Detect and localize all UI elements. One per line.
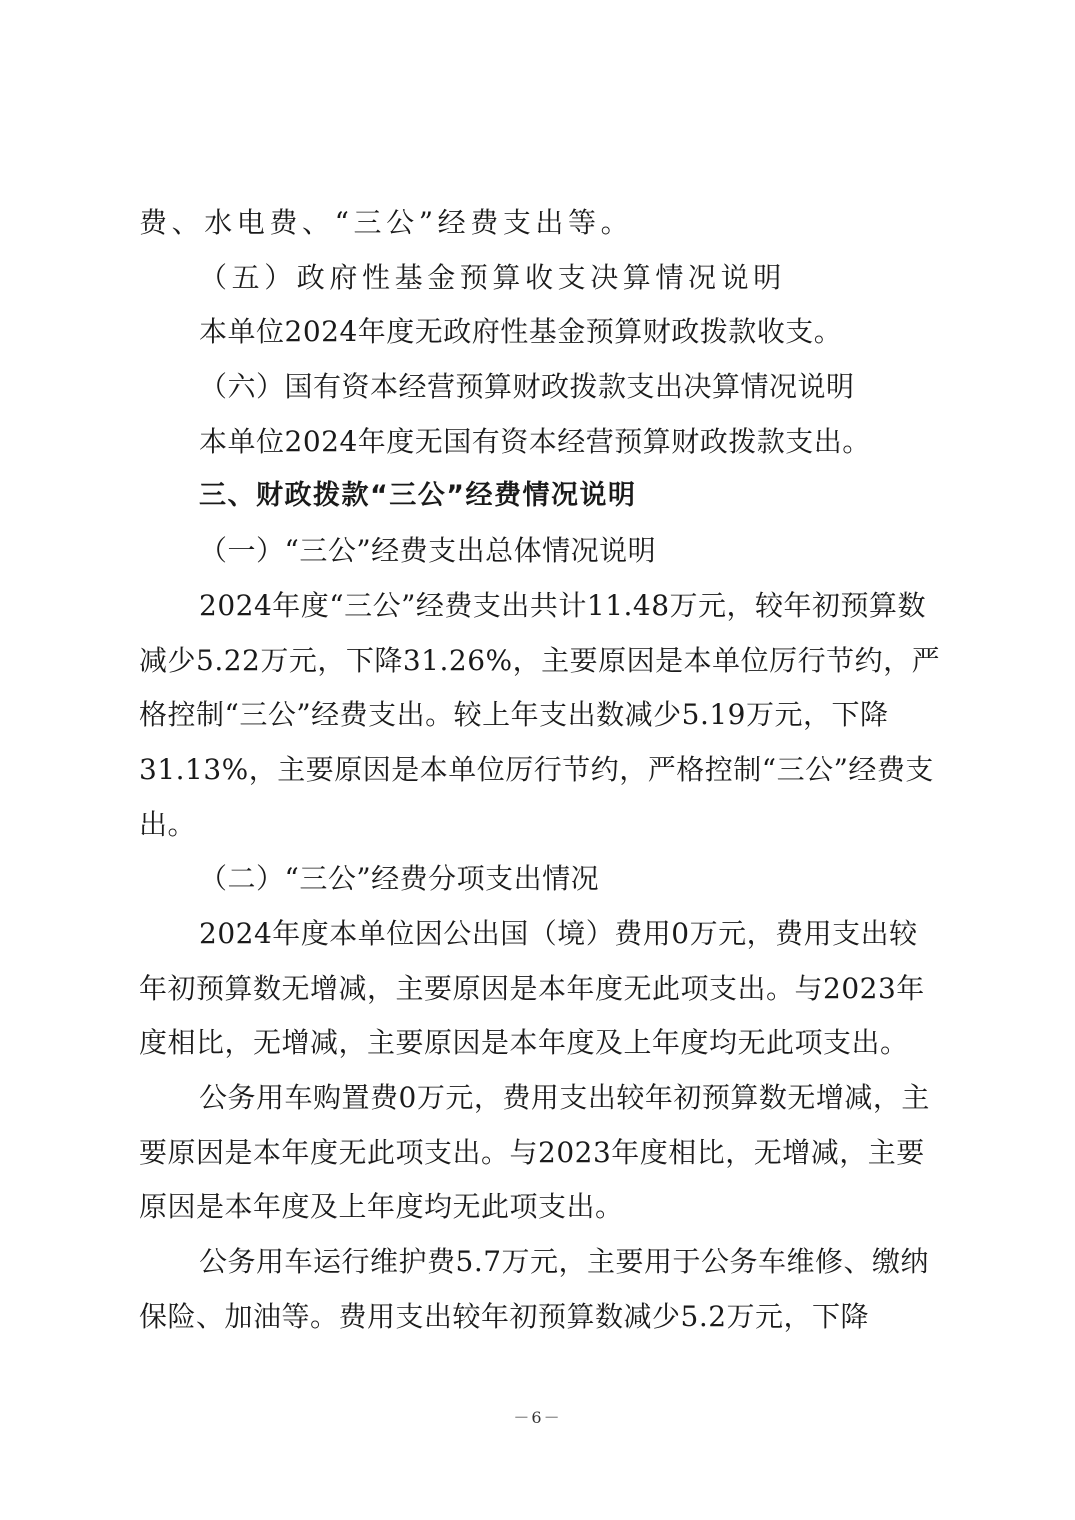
paragraph-line: 31.13%，主要原因是本单位厉行节约，严格控制“三公”经费支: [139, 752, 934, 786]
document-body: [139, 196, 939, 1344]
page-number: －6－: [513, 1408, 562, 1427]
paragraph-line: 2024年度本单位因公出国（境）费用0万元，费用支出较: [199, 916, 918, 950]
paragraph-line: 本单位2024年度无政府性基金预算财政拨款收支。: [199, 315, 843, 349]
paragraph-line: 费、水电费、“三公”经费支出等。: [139, 206, 634, 239]
section-heading-2: （二）“三公”经费分项支出情况: [199, 862, 600, 896]
paragraph-line: 原因是本年度及上年度均无此项支出。: [139, 1190, 624, 1224]
paragraph-line: 公务用车购置费0万元，费用支出较年初预算数无增减，主: [199, 1081, 930, 1114]
paragraph-line: 要原因是本年度无此项支出。与2023年度相比，无增减，主要: [139, 1135, 925, 1169]
paragraph-line: 2024年度“三公”经费支出共计11.48万元，较年初预算数: [199, 588, 927, 622]
paragraph-line: 公务用车运行维护费5.7万元，主要用于公务车维修、缴纳: [199, 1245, 930, 1279]
paragraph-line: 减少5.22万元，下降31.26%，主要原因是本单位厉行节约，严: [139, 643, 941, 677]
paragraph-line: 出。: [139, 807, 197, 841]
section-heading-1: （一）“三公”经费支出总体情况说明: [199, 534, 657, 568]
paragraph-line: 格控制“三公”经费支出。较上年支出数减少5.19万元，下降: [139, 698, 889, 732]
section-heading-5: （五）政府性基金预算收支决算情况说明: [199, 260, 786, 294]
paragraph-line: 保险、加油等。费用支出较年初预算数减少5.2万元，下降: [139, 1299, 870, 1333]
paragraph-line: 度相比，无增减，主要原因是本年度及上年度均无此项支出。: [139, 1026, 909, 1060]
chapter-heading-3: 三、财政拨款“三公”经费情况说明: [199, 480, 637, 512]
paragraph-line: 本单位2024年度无国有资本经营预算财政拨款支出。: [199, 424, 871, 458]
section-heading-6: （六）国有资本经营预算财政拨款支出决算情况说明: [199, 370, 855, 404]
paragraph-line: 年初预算数无增减，主要原因是本年度无此项支出。与2023年: [139, 971, 925, 1005]
